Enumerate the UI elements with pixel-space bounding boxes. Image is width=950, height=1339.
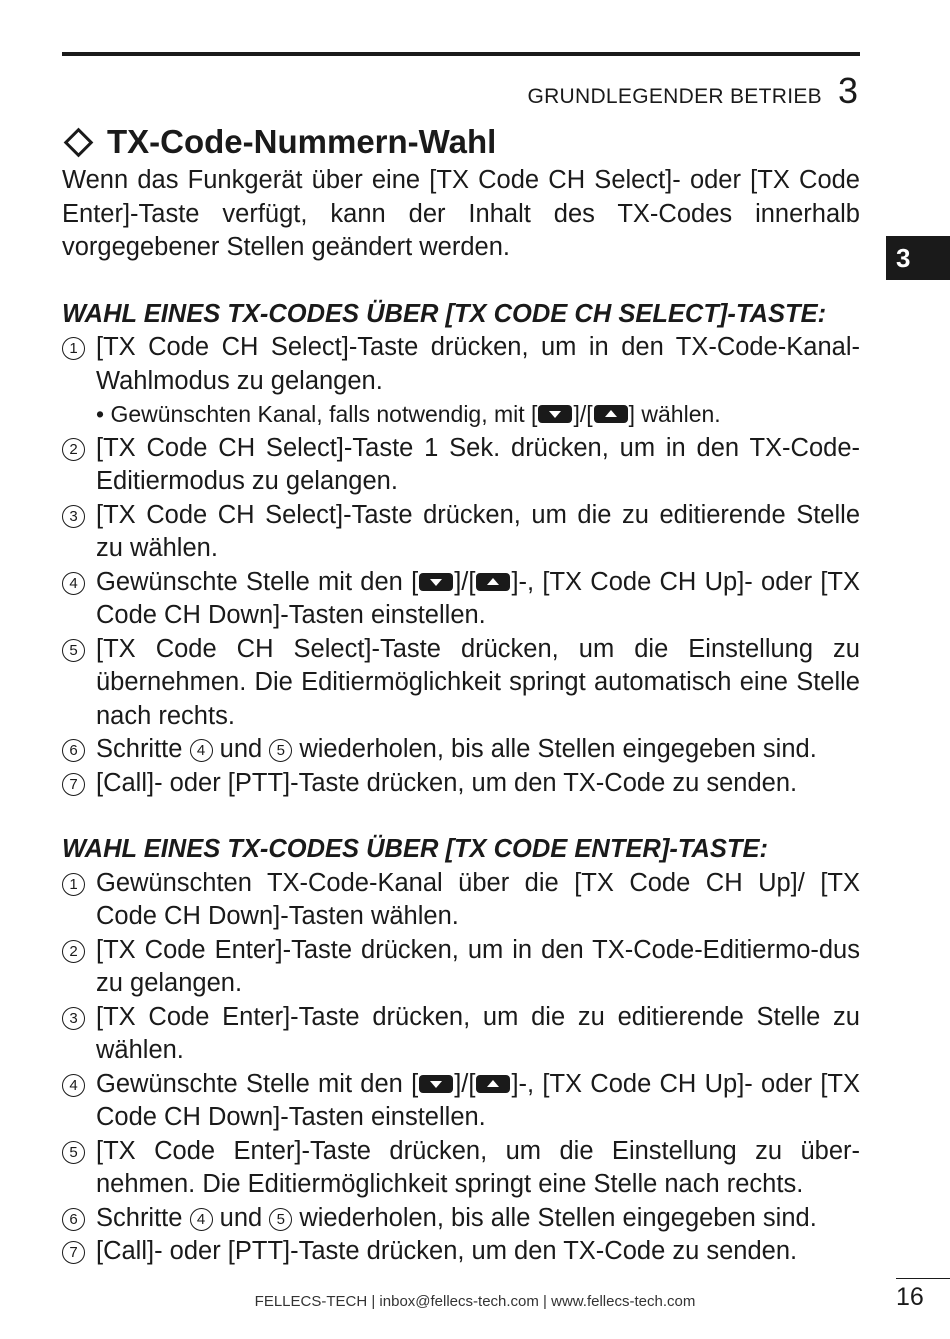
step-reference: 4 bbox=[190, 739, 213, 762]
step-number: 4 bbox=[62, 572, 85, 595]
step-text: [TX Code CH Select]-Taste drücken, um die zu editierende Stelle zu wählen. bbox=[96, 500, 860, 562]
step-item bbox=[62, 1235, 860, 1269]
footer-contact: FELLECS-TECH | inbox@fellecs-tech.com | www.fellecs-tech.com bbox=[254, 1293, 696, 1310]
step-text: [Call]- oder [PTT]-Taste drücken, um den TX-Code zu senden. bbox=[96, 1237, 798, 1265]
step-item bbox=[62, 1001, 860, 1068]
page-content bbox=[62, 122, 860, 1269]
step-text: [TX Code CH Select]-Taste drücken, um die Einstellung zu übernehmen. Die Editiermöglichkeit springt automatisch eine Stelle nach rechts. bbox=[96, 634, 860, 730]
step-number: 6 bbox=[62, 1208, 85, 1231]
step-text: [TX Code Enter]-Taste drücken, um die Einstellung zu über-nehmen. Die Editiermöglichkeit springt eine Stelle nach rechts. bbox=[96, 1136, 860, 1198]
down-arrow-key-icon bbox=[419, 1075, 453, 1093]
note-text: ] wählen. bbox=[628, 401, 721, 427]
step-item bbox=[62, 1202, 860, 1236]
step-number: 3 bbox=[62, 1007, 85, 1030]
note-text: • Gewünschten Kanal, falls notwendig, mit [ bbox=[96, 401, 538, 427]
up-arrow-key-icon bbox=[594, 405, 628, 423]
step-text: Schritte 4 und 5 wiederholen, bis alle Stellen eingegeben sind. bbox=[96, 735, 817, 763]
step-text: [TX Code CH Select]-Taste 1 Sek. drücken, um in den TX-Code-Editiermodus zu gelangen. bbox=[96, 433, 860, 495]
top-rule bbox=[62, 52, 860, 56]
step-list bbox=[62, 867, 860, 1269]
note-text: ]/[ bbox=[573, 401, 593, 427]
section-heading: WAHL EINES TX-CODES ÜBER [TX CODE ENTER]-TASTE: bbox=[62, 835, 768, 863]
step-item bbox=[62, 867, 860, 934]
step-reference: 4 bbox=[190, 1208, 213, 1231]
page-title-text: TX-Code-Nummern-Wahl bbox=[107, 123, 497, 160]
step-item bbox=[62, 432, 860, 499]
step-item bbox=[62, 934, 860, 1001]
step-item bbox=[62, 566, 860, 633]
step-number: 4 bbox=[62, 1074, 85, 1097]
up-arrow-key-icon bbox=[476, 573, 510, 591]
step-item bbox=[62, 767, 860, 801]
down-arrow-key-icon bbox=[419, 573, 453, 591]
page-number: 16 bbox=[896, 1283, 924, 1311]
step-number: 2 bbox=[62, 438, 85, 461]
step-text: Gewünschte Stelle mit den [ ]/[ ]-, [TX Code CH Up]- oder [TX Code CH Down]-Tasten einstellen. bbox=[96, 1069, 860, 1131]
step-text: [Call]- oder [PTT]-Taste drücken, um den TX-Code zu senden. bbox=[96, 768, 798, 797]
step-number: 1 bbox=[62, 337, 85, 360]
intro-paragraph: Wenn das Funkgerät über eine [TX Code CH Select]- oder [TX Code Enter]-Taste verfügt, kann der Inhalt des TX-Codes innerhalb vorgegebener Stellen geändert werden. bbox=[62, 166, 860, 261]
step-text: Schritte 4 und 5 wiederholen, bis alle Stellen eingegeben sind. bbox=[96, 1203, 817, 1232]
chapter-number: 3 bbox=[837, 70, 858, 111]
step-number: 3 bbox=[62, 505, 85, 528]
chapter-header bbox=[527, 70, 858, 112]
step-reference: 5 bbox=[269, 1208, 292, 1231]
step-item bbox=[62, 633, 860, 734]
step-note bbox=[62, 398, 860, 432]
step-item bbox=[62, 1135, 860, 1202]
step-list bbox=[62, 331, 860, 800]
step-number: 5 bbox=[62, 1141, 85, 1164]
step-text: Gewünschte Stelle mit den [ ]/[ ]-, [TX Code CH Up]- oder [TX Code CH Down]-Tasten einstellen. bbox=[96, 567, 860, 629]
step-text: [TX Code Enter]-Taste drücken, um in den TX-Code-Editiermo-dus zu gelangen. bbox=[96, 935, 860, 997]
page-number-rule bbox=[896, 1278, 950, 1279]
step-number: 7 bbox=[62, 1241, 85, 1264]
step-item bbox=[62, 331, 860, 398]
section-heading: WAHL EINES TX-CODES ÜBER [TX CODE CH SELECT]-TASTE: bbox=[62, 299, 827, 328]
diamond-icon bbox=[64, 127, 94, 157]
step-text: [TX Code CH Select]-Taste drücken, um in den TX-Code-Kanal-Wahlmodus zu gelangen. bbox=[96, 333, 860, 395]
step-number: 1 bbox=[62, 873, 85, 896]
step-item bbox=[62, 1068, 860, 1135]
step-reference: 5 bbox=[269, 739, 292, 762]
step-number: 5 bbox=[62, 639, 85, 662]
step-item bbox=[62, 499, 860, 566]
step-text: [TX Code Enter]-Taste drücken, um die zu editierende Stelle zu wählen. bbox=[96, 1002, 860, 1064]
page-title bbox=[62, 122, 860, 162]
down-arrow-key-icon bbox=[538, 405, 572, 423]
step-number: 7 bbox=[62, 773, 85, 796]
step-text: Gewünschten TX-Code-Kanal über die [TX Code CH Up]/ [TX Code CH Down]-Tasten wählen. bbox=[96, 868, 860, 930]
step-item bbox=[62, 733, 860, 767]
up-arrow-key-icon bbox=[476, 1075, 510, 1093]
chapter-side-tab: 3 bbox=[886, 236, 950, 280]
chapter-label: GRUNDLEGENDER BETRIEB bbox=[527, 85, 822, 108]
step-number: 6 bbox=[62, 739, 85, 762]
step-number: 2 bbox=[62, 940, 85, 963]
